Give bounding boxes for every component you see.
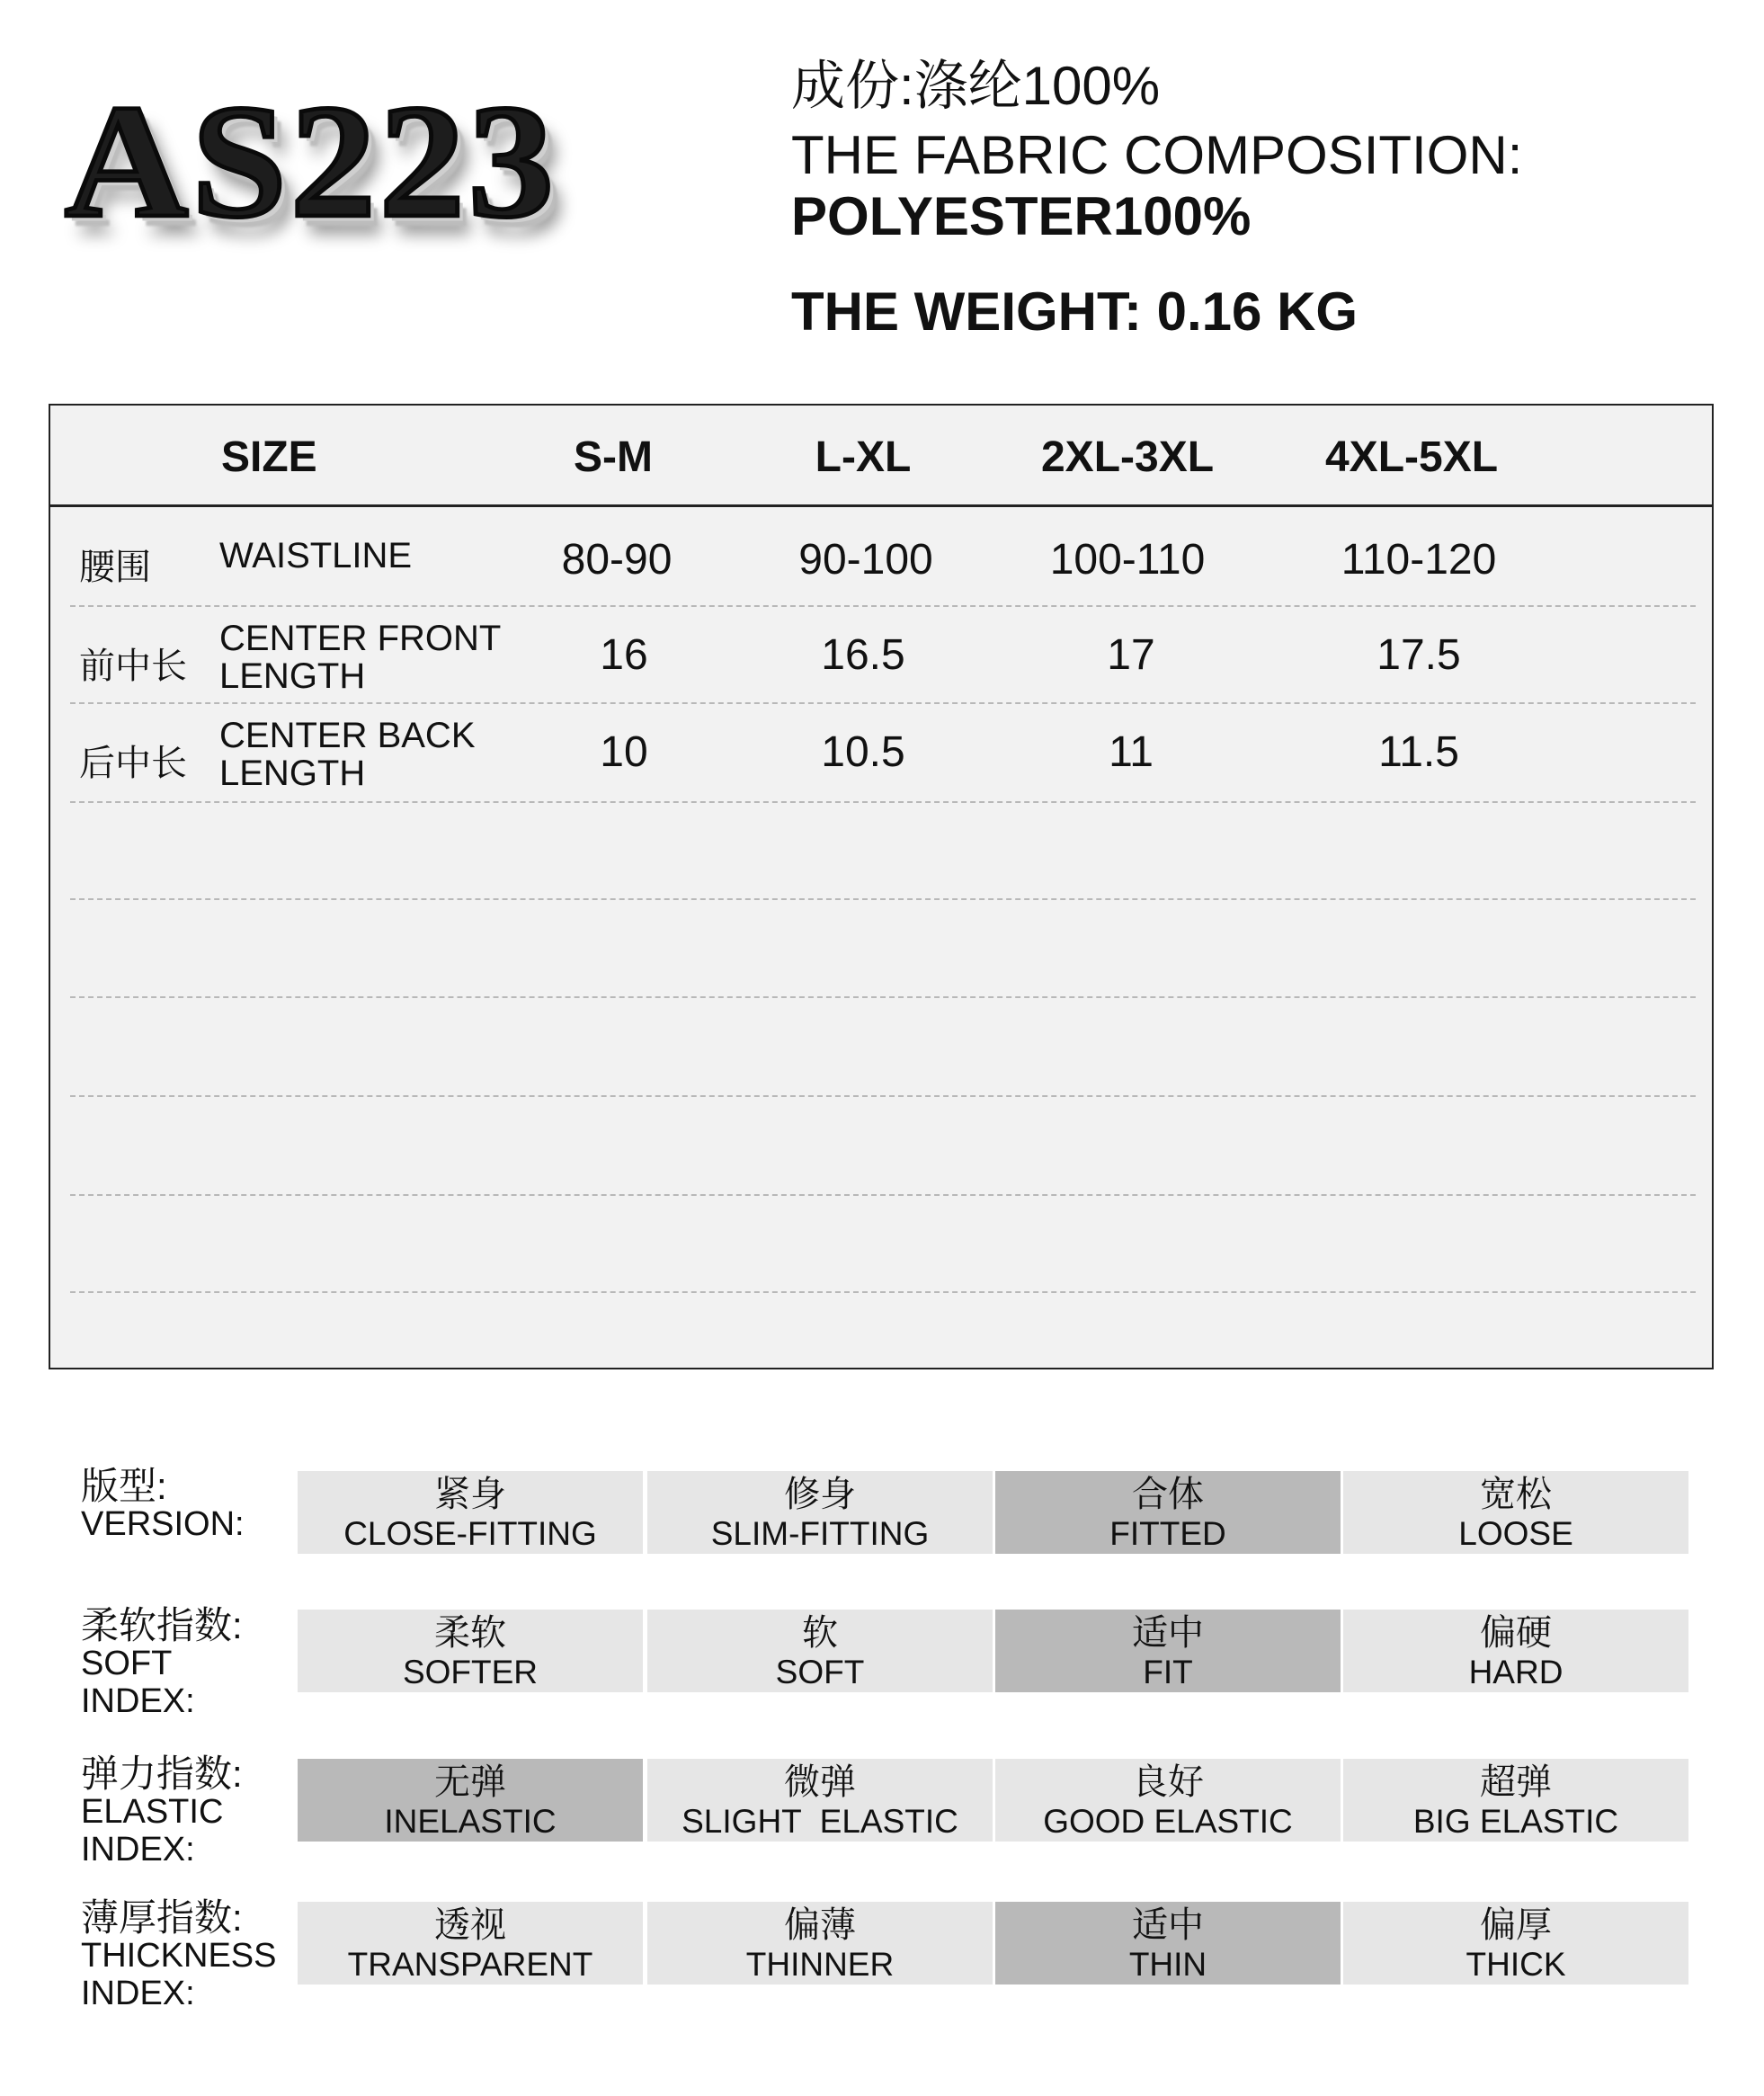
row-divider	[70, 1194, 1696, 1196]
size-table	[49, 404, 1714, 1369]
cell-value: 80-90	[561, 536, 673, 584]
header-size: SIZE	[221, 433, 317, 481]
option-en: CLOSE-FITTING	[343, 1515, 597, 1552]
option-cn: 修身	[784, 1475, 856, 1514]
cell-value: 11.5	[1378, 728, 1459, 776]
cell-value: 16	[600, 631, 648, 679]
row-label-cn: 腰围	[79, 548, 151, 587]
option-en: INELASTIC	[384, 1803, 557, 1840]
header-l-xl: L-XL	[815, 433, 912, 481]
attr-label-cn: 弹力指数:	[81, 1753, 243, 1795]
cell-value: 11	[1109, 728, 1154, 776]
row-divider	[70, 996, 1696, 998]
option-softer	[298, 1610, 643, 1692]
option-close-fitting	[298, 1471, 643, 1554]
option-fit-selected	[995, 1610, 1341, 1692]
option-cn: 紧身	[434, 1475, 506, 1514]
cell-value: 110-120	[1341, 536, 1497, 584]
row-label-cn: 前中长	[79, 647, 187, 686]
option-cn: 合体	[1132, 1475, 1204, 1514]
option-cn: 偏厚	[1480, 1905, 1552, 1945]
option-en: THIN	[1128, 1946, 1207, 1983]
attr-label-cn: 版型:	[81, 1465, 167, 1507]
option-slight-elastic	[647, 1759, 993, 1842]
option-en: SOFT	[775, 1654, 865, 1690]
option-good-elastic	[995, 1759, 1341, 1842]
cell-value: 17	[1107, 631, 1155, 679]
composition-en-value: POLYESTER100%	[791, 186, 1252, 246]
option-cn: 适中	[1132, 1905, 1204, 1945]
option-thinner	[647, 1902, 993, 1985]
attr-label-elastic-index	[81, 1755, 243, 1869]
cell-value: 90-100	[798, 536, 933, 584]
row-label-en: CENTER BACK LENGTH	[219, 716, 476, 793]
option-cn: 偏薄	[784, 1905, 856, 1945]
option-cn: 宽松	[1480, 1475, 1552, 1514]
attr-label-cn: 薄厚指数:	[81, 1896, 243, 1939]
option-inelastic-selected	[298, 1759, 643, 1842]
composition-cn: 成份:涤纶100%	[791, 56, 1161, 116]
option-en: THICK	[1466, 1946, 1566, 1983]
option-cn: 适中	[1132, 1613, 1204, 1653]
option-fitted-selected	[995, 1471, 1341, 1554]
cell-value: 100-110	[1049, 536, 1206, 584]
option-transparent	[298, 1902, 643, 1985]
composition-en-label: THE FABRIC COMPOSITION:	[791, 125, 1523, 185]
row-divider	[70, 1095, 1696, 1097]
size-table-header	[50, 406, 1712, 507]
option-cn: 超弹	[1480, 1762, 1552, 1802]
row-label-cn: 后中长	[79, 744, 187, 783]
option-hard	[1343, 1610, 1688, 1692]
row-label-en: WAISTLINE	[219, 536, 413, 575]
cell-value: 16.5	[821, 631, 905, 679]
option-en: SOFTER	[402, 1654, 539, 1690]
option-cn: 微弹	[784, 1762, 856, 1802]
attr-label-en: THICKNESS INDEX:	[81, 1937, 277, 2012]
attr-label-version	[81, 1467, 245, 1543]
option-en: BIG ELASTIC	[1412, 1803, 1619, 1840]
option-en: TRANSPARENT	[347, 1946, 593, 1983]
row-divider	[70, 801, 1696, 803]
option-en: HARD	[1468, 1654, 1564, 1690]
attr-label-thickness-index	[81, 1896, 277, 2012]
cell-value: 17.5	[1376, 631, 1461, 679]
attr-label-soft-index	[81, 1604, 243, 1720]
option-en: FITTED	[1109, 1515, 1226, 1552]
row-label-en: CENTER FRONT LENGTH	[219, 619, 502, 696]
option-slim-fitting	[647, 1471, 993, 1554]
option-cn: 柔软	[434, 1613, 506, 1653]
row-divider	[70, 1291, 1696, 1293]
option-cn: 透视	[434, 1905, 506, 1945]
option-en: FIT	[1143, 1654, 1193, 1690]
header-4xl-5xl: 4XL-5XL	[1324, 433, 1499, 481]
row-divider	[70, 702, 1696, 704]
cell-value: 10.5	[821, 728, 905, 776]
option-en: SLIM-FITTING	[710, 1515, 930, 1552]
header-s-m: S-M	[574, 433, 653, 481]
option-en: THINNER	[745, 1946, 895, 1983]
option-cn: 无弹	[434, 1762, 506, 1802]
weight: THE WEIGHT: 0.16 KG	[791, 281, 1359, 342]
attr-label-en: SOFT INDEX:	[81, 1645, 195, 1720]
option-thin-selected	[995, 1902, 1341, 1985]
cell-value: 10	[600, 728, 648, 776]
option-soft	[647, 1610, 993, 1692]
option-en: GOOD ELASTIC	[1043, 1803, 1293, 1840]
row-divider	[70, 605, 1696, 607]
product-code-logo: AS223	[65, 72, 557, 252]
option-en: LOOSE	[1458, 1515, 1573, 1552]
option-en: SLIGHT ELASTIC	[682, 1803, 958, 1840]
option-big-elastic	[1343, 1759, 1688, 1842]
option-loose	[1343, 1471, 1688, 1554]
attr-label-en: VERSION:	[81, 1505, 245, 1543]
header-2xl-3xl: 2XL-3XL	[1040, 433, 1215, 481]
attr-label-en: ELASTIC INDEX:	[81, 1793, 224, 1869]
option-cn: 软	[802, 1613, 838, 1653]
option-cn: 偏硬	[1480, 1613, 1552, 1653]
option-cn: 良好	[1132, 1762, 1204, 1802]
row-divider	[70, 898, 1696, 900]
option-thick	[1343, 1902, 1688, 1985]
attr-label-cn: 柔软指数:	[81, 1604, 243, 1646]
